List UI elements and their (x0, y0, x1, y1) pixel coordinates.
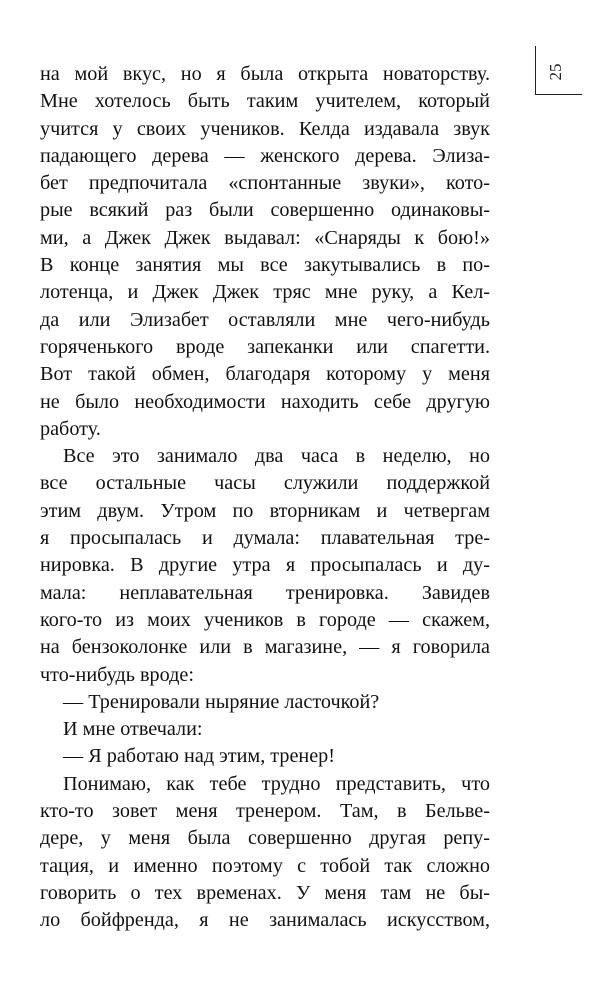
text-line: этим двум. Утром по вторникам и четвергам (40, 499, 490, 522)
text-line: Вот такой обмен, благодаря которому у меня (40, 363, 490, 386)
text-line: бет предпочитала «спонтанные звуки», кото- (40, 172, 490, 195)
text-line: дере, у меня была совершенно другая репу- (40, 827, 490, 850)
text-line: В конце занятия мы все закутывались в по- (40, 254, 490, 277)
text-line: лотенца, и Джек Джек тряс мне руку, а Кел- (40, 281, 490, 304)
text-line: нировка. В другие утра я просыпалась и ду- (40, 554, 490, 577)
text-line: кто-то зовет меня тренером. Там, в Бельве- (40, 800, 490, 823)
text-line: кого-то из моих учеников в городе — скажем, (40, 608, 490, 631)
page-number: 25 (546, 63, 565, 81)
text-line: на мой вкус, но я была открыта новаторству. (40, 63, 490, 85)
body-text (40, 61, 490, 935)
text-line: учится у своих учеников. Келда издавала звук (40, 117, 490, 140)
text-line: ми, а Джек Джек выдавал: «Снаряды к бою!» (40, 226, 490, 249)
text-line: рые всякий раз были совершенно одинаковы- (40, 199, 490, 222)
text-line: горяченького вроде запеканки или спагетти. (40, 335, 490, 358)
text-line: я просыпалась и думала: плавательная тре- (40, 527, 490, 550)
text-line: — Я работаю над этим, тренер! (63, 745, 335, 768)
text-line: Понимаю, как тебе трудно представить, что (63, 772, 490, 795)
text-line: ло бойфренда, я не занималась искусством, (40, 909, 490, 932)
text-line: И мне отвечали: (63, 718, 203, 741)
text-line: Все это занимало два часа в неделю, но (63, 445, 490, 468)
text-line: падающего дерева — женского дерева. Элиза- (40, 144, 490, 167)
text-line: работу. (40, 417, 101, 440)
text-line: что-нибудь вроде: (40, 663, 194, 686)
text-line: все остальные часы служили поддержкой (40, 472, 490, 495)
text-line: Мне хотелось быть таким учителем, который (40, 90, 490, 113)
text-line: не было необходимости находить себе другую (40, 390, 490, 413)
text-line: тация, и именно поэтому с тобой так сложно (40, 854, 490, 877)
text-line: на бензоколонке или в магазине, — я говорила (40, 636, 490, 659)
text-line: мала: неплавательная тренировка. Завидев (40, 581, 490, 604)
text-line: говорить о тех временах. У меня там не бы- (40, 881, 490, 904)
text-line: — Тренировали ныряние ласточкой? (63, 690, 380, 713)
text-line: да или Элизабет оставляли мне чего-нибудь (40, 308, 490, 331)
